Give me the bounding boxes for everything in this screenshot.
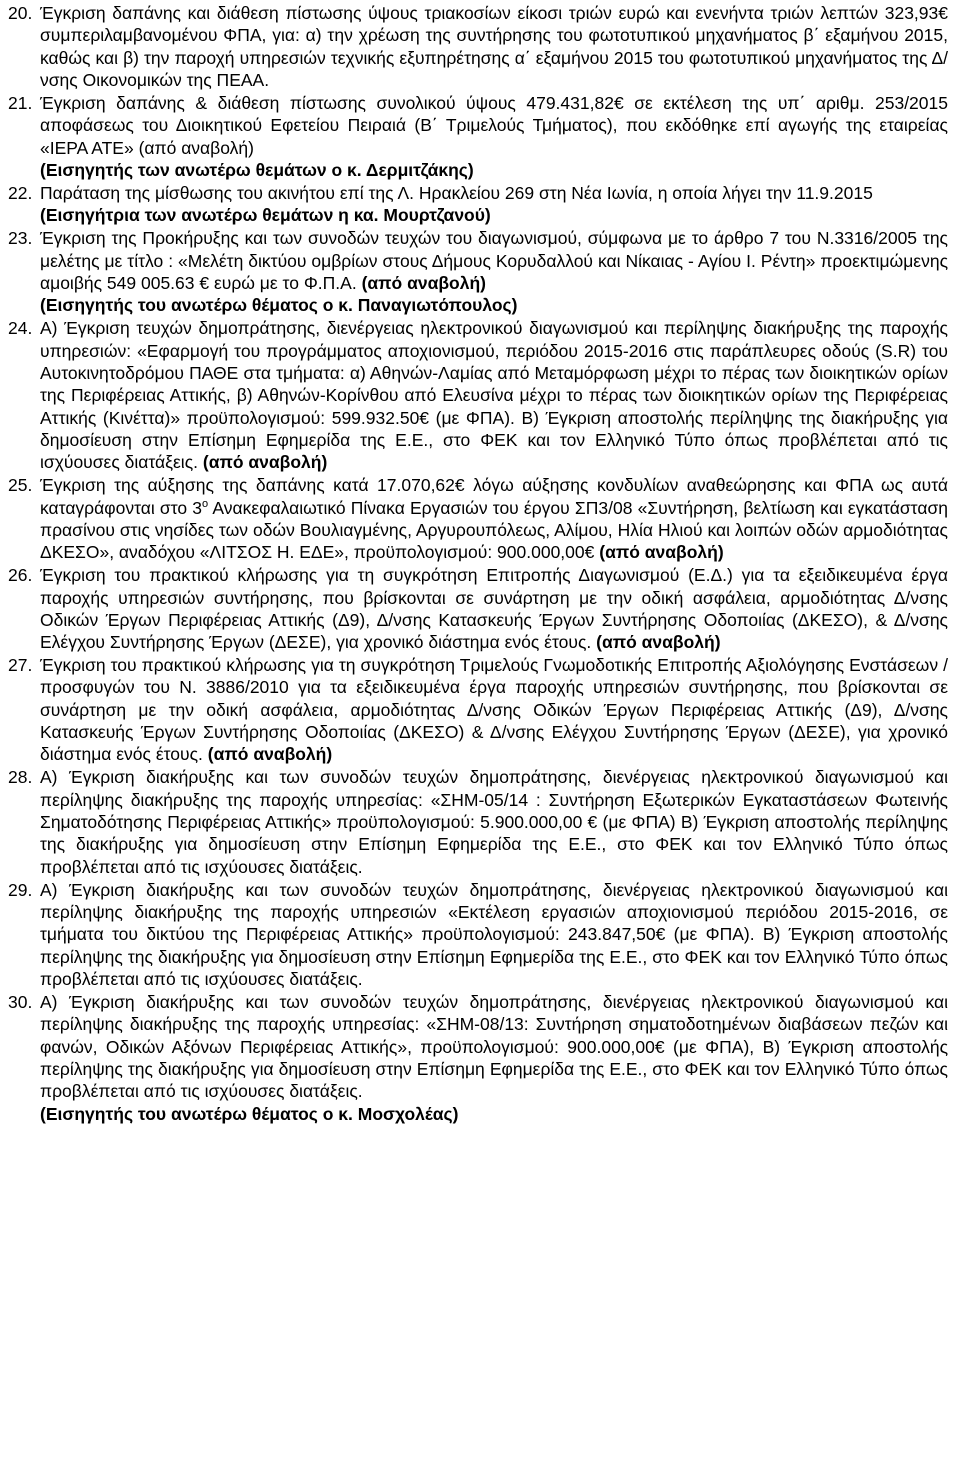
postponed-tag: (από αναβολή) [599, 542, 724, 563]
agenda-item-26 [8, 564, 948, 653]
item-number: 29. [8, 879, 33, 900]
item-number: 20. [8, 3, 33, 23]
postponed-tag: (από αναβολή) [596, 632, 721, 653]
agenda-item-25 [8, 474, 948, 563]
agenda-item-20 [8, 2, 948, 91]
ordinal-superscript: ο [202, 497, 209, 510]
item-text: Έγκριση του πρακτικού κλήρωσης για τη συγκρότηση Επιτροπής Διαγωνισμού (Ε.Δ.) για τα εξειδικευμένα έργα παροχής υπηρεσιών συντήρησης, που βρίσκονται σε συνάρτηση με την οδική ασφάλεια, αρμοδιότητας Δ/νσης Οδικών Έργων Περιφέρειας Αττικής (Δ9), Δ/νσης Κατασκευής Έργων Συντήρησης Οδοποιίας (ΔΚΕΣΟ), & Δ/νσης Ελέγχου Συντήρησης Έργων (ΔΕΣΕ), για χρονικό διάστημα ενός έτους. (από αναβολή) [40, 565, 948, 653]
rapporteur-line: (Εισηγητής των ανωτέρω θεμάτων ο κ. Δερμιτζάκης) [40, 159, 474, 180]
agenda-item-30 [8, 991, 948, 1125]
item-text: Α) Έγκριση διακήρυξης και των συνοδών τευχών δημοπράτησης, διενέργειας ηλεκτρονικού διαγωνισμού και περίληψης διακήρυξης της παροχής υπηρεσίας: «ΣΗΜ-08/13: Συντήρηση σηματοδοτημένων διαβάσεων πεζών και φανών, Οδικών Αξόνων Περιφέρειας Αττικής», προϋπολογισμού: 900.000,00€ (με ΦΠΑ), Β) Έγκριση αποστολής περίληψης της διακήρυξης για δημοσίευση στην Επίσημη Εφημερίδα της Ε.Ε., στο ΦΕΚ και τον Ελληνικό Τύπο όπως προβλέπεται από τις ισχύουσες διατάξεις. [40, 992, 948, 1102]
item-number: 25. [8, 475, 33, 496]
agenda-item-21 [8, 92, 948, 181]
item-number: 24. [8, 318, 33, 339]
item-text: Παράταση της μίσθωσης του ακινήτου επί της Λ. Ηρακλείου 269 στη Νέα Ιωνία, η οποία λήγει την 11.9.2015 [40, 182, 873, 203]
item-number: 22. [8, 182, 33, 203]
item-text: Έγκριση της Προκήρυξης και των συνοδών τευχών του διαγωνισμού, σύμφωνα με το άρθρο 7 του Ν.3316/2005 της μελέτης με τίτλο : «Μελέτη δικτύου ομβρίων στους Δήμους Κορυδαλλού και Νίκαιας - Αγίου Ι. Ρέντη» προεκτιμώμενης αμοιβής 549 005.63 € ευρώ με το Φ.Π.Α. (από αναβολή) [40, 228, 948, 293]
postponed-tag: (από αναβολή) [202, 452, 328, 473]
item-number: 30. [8, 992, 33, 1013]
postponed-tag: (από αναβολή) [207, 744, 333, 765]
agenda-item-24 [8, 317, 948, 473]
item-text: Έγκριση του πρακτικού κλήρωσης για τη συγκρότηση Τριμελούς Γνωμοδοτικής Επιτροπής Αξιολόγησης Ενστάσεων /προσφυγών του Ν. 3886/2010 για τα εξειδικευμένα έργα παροχής υπηρεσιών συντήρησης, που βρίσκονται σε συνάρτηση με την οδική ασφάλεια, αρμοδιότητας Δ/νσης Οδικών Έργων Περιφέρειας Αττικής (Δ9), Δ/νσης Κατασκευής Έργων Συντήρησης Οδοποιίας (ΔΚΕΣΟ) & Δ/νσης Ελέγχου Συντήρησης Έργων (ΔΕΣΕ), για χρονικό διάστημα ενός έτους. (από αναβολή) [40, 655, 948, 765]
item-number: 27. [8, 655, 33, 676]
item-number: 26. [8, 565, 33, 586]
item-text: Α) Έγκριση διακήρυξης και των συνοδών τευχών δημοπράτησης, διενέργειας ηλεκτρονικού διαγωνισμού και περίληψης διακήρυξης της παροχής υπηρεσιών «Εκτέλεση εργασιών αποχιονισμού περιόδου 2015-2016, σε τμήματα του δικτύου της Περιφέρειας Αττικής» προϋπολογισμού: 243.847,50€ (με ΦΠΑ). Β) Έγκριση αποστολής περίληψης της διακήρυξης για δημοσίευση στην Επίσημη Εφημερίδα της Ε.Ε., στο ΦΕΚ και τον Ελληνικό Τύπο όπως προβλέπεται από τις ισχύουσες διατάξεις. [40, 879, 948, 989]
item-text: Έγκριση δαπάνης & διάθεση πίστωσης συνολικού ύψους 479.431,82€ σε εκτέλεση της υπ΄ αριθμ. 253/2015 αποφάσεως του Διοικητικού Εφετείου Πειραιά (Β΄ Τριμελούς Τμήματος), που εκδόθηκε επί αγωγής της εταιρείας «ΙΕΡΑ ΑΤΕ» (από αναβολή) [40, 92, 948, 158]
rapporteur-line: (Εισηγητής του ανωτέρω θέματος ο κ. Παναγιωτόπουλος) [40, 295, 518, 316]
postponed-tag: (από αναβολή) [361, 272, 486, 293]
item-text: Α) Έγκριση διακήρυξης και των συνοδών τευχών δημοπράτησης, διενέργειας ηλεκτρονικού διαγωνισμού και περίληψης διακήρυξης της παροχής υπηρεσίας: «ΣΗΜ-05/14 : Συντήρηση Εξωτερικών Εγκαταστάσεων Φωτεινής Σηματοδότησης Περιφέρειας Αττικής» προϋπολογισμού: 5.900.000,00 € (με ΦΠΑ) Β) Έγκριση αποστολής περίληψης της διακήρυξης για δημοσίευση στην Επίσημη Εφημερίδα της Ε.Ε., στο ΦΕΚ και τον Ελληνικό Τύπο όπως προβλέπεται από τις ισχύουσες διατάξεις. [40, 767, 948, 877]
rapporteur-line: (Εισηγήτρια των ανωτέρω θεμάτων η κα. Μουρτζανού) [40, 205, 491, 226]
agenda-item-23 [8, 227, 948, 316]
item-text: Α) Έγκριση τευχών δημοπράτησης, διενέργειας ηλεκτρονικού διαγωνισμού και περίληψης διακήρυξης της παροχής υπηρεσιών: «Εφαρμογή του προγράμματος αποχιονισμού, περιόδου 2015-2016 στις παράπλευρες οδούς (S.R) του Αυτοκινητοδρόμου ΠΑΘΕ στα τμήματα: α) Αθηνών-Λαμίας από Μεταμόρφωση μέχρι το πέρας των διοικητικών ορίων της Περιφέρειας Αττικής, β) Αθηνών-Κορίνθου από Ελευσίνα μέχρι το πέρας των διοικητικών ορίων της Περιφέρειας Αττικής (Κινέττα)» προϋπολογισμού: 599.932.50€ (με ΦΠΑ). Β) Έγκριση αποστολής περίληψης της διακήρυξης για δημοσίευση στην Επίσημη Εφημερίδα της Ε.Ε., στο ΦΕΚ και τον Ελληνικό Τύπο όπως προβλέπεται από τις ισχύουσες διατάξεις. (από αναβολή) [40, 318, 948, 473]
item-number: 28. [8, 767, 33, 788]
item-text: Έγκριση της αύξησης της δαπάνης κατά 17.070,62€ λόγω αύξησης κονδυλίων αναθεώρησης και ΦΠΑ ως αυτά καταγράφονται στο $3^o$ Ανακεφαλαιωτικό Πίνακα Εργασιών του έργου ΣΠ3/08 «Συντήρηση, βελτίωση και εγκατάσταση πρασίνου στις νησίδες των οδών Βουλιαγμένης, Αργυρουπόλεως, Αλίμου, Ηλία Ηλιού και λοιπών οδών αρμοδιότητας ΔΚΕΣΟ», αναδόχου «ΛΙΤΣΟΣ Η. ΕΔΕ», προϋπολογισμού: 900.000,00€ (από αναβολή) [40, 475, 948, 563]
rapporteur-line: (Εισηγητής του ανωτέρω θέματος ο κ. Μοσχολέας) [40, 1103, 459, 1124]
agenda-item-22 [8, 182, 948, 227]
agenda-item-27 [8, 654, 948, 765]
item-number: 21. [8, 92, 33, 113]
item-number: 23. [8, 228, 33, 249]
item-text: Έγκριση δαπάνης και διάθεση πίστωσης ύψους τριακοσίων είκοσι τριών ευρώ και ενενήντα τριών λεπτών 323,93€ συμπεριλαμβανομένου ΦΠΑ, για: α) την χρέωση της συντήρησης του φωτοτυπικού μηχανήματος β΄ εξαμήνου 2015, καθώς και β) την παροχή υπηρεσιών τεχνικής εξυπηρέτησης α΄ εξαμήνου 2015 του φωτοτυπικού μηχανήματος της Δ/νσης Οικονομικών της ΠΕΑΑ. [40, 3, 948, 90]
agenda-item-29 [8, 879, 948, 990]
agenda-item-28 [8, 766, 948, 877]
